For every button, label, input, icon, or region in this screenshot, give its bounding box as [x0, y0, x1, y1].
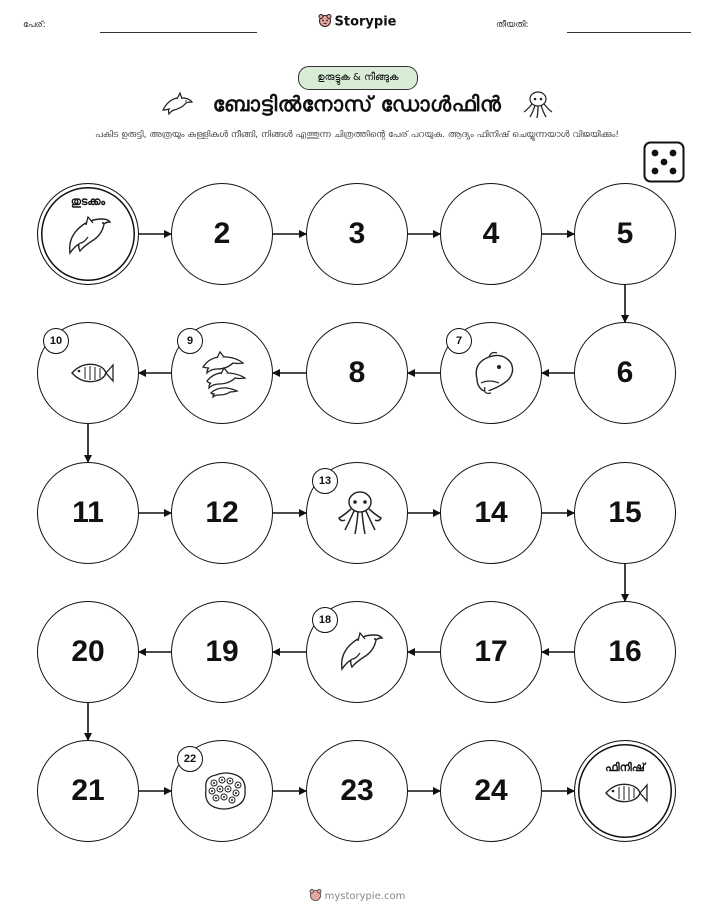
board-space-8: 8 [306, 322, 408, 424]
space-number-badge: 7 [446, 328, 472, 354]
brand-name: Storypie [334, 14, 397, 30]
board-space-14: 14 [440, 462, 542, 564]
footer-url[interactable]: mystorypie.com [324, 891, 406, 902]
fish-eggs-icon [200, 769, 250, 821]
board-space-7 [440, 322, 542, 424]
board-space-5: 5 [574, 183, 676, 285]
dolphin-icon [334, 629, 386, 683]
date-label: തീയതി: [496, 20, 529, 30]
game-type-badge: ഉരുട്ടുക & നീങ്ങുക [298, 66, 418, 90]
board-space-15: 15 [574, 462, 676, 564]
dolphin-pod-icon [197, 347, 253, 407]
start-label: തുടക്കം [70, 195, 106, 208]
footer-logo-icon [309, 888, 322, 904]
board-space-20: 20 [37, 601, 139, 703]
dolphin-head-icon [469, 349, 519, 405]
board-space-21: 21 [37, 740, 139, 842]
board-space-11: 11 [37, 462, 139, 564]
space-number-badge: 13 [312, 468, 338, 494]
board-space-22 [171, 740, 273, 842]
board-space-3: 3 [306, 183, 408, 285]
squid-icon [335, 488, 385, 546]
footer [0, 888, 714, 904]
space-number-badge: 18 [312, 607, 338, 633]
finish-space [574, 740, 676, 842]
finish-label: ഫിനിഷ് [605, 761, 645, 774]
board-space-6: 6 [574, 322, 676, 424]
board-space-9 [171, 322, 273, 424]
board-space-16: 16 [574, 601, 676, 703]
board-space-12: 12 [171, 462, 273, 564]
board-space-10 [37, 322, 139, 424]
board-space-23: 23 [306, 740, 408, 842]
name-label: പേര്: [23, 20, 46, 30]
space-number-badge: 9 [177, 328, 203, 354]
start-space [37, 183, 139, 285]
dolphin-icon [62, 213, 114, 267]
space-number-badge: 10 [43, 328, 69, 354]
board-space-19: 19 [171, 601, 273, 703]
space-number-badge: 22 [177, 746, 203, 772]
board-space-13 [306, 462, 408, 564]
board-space-17: 17 [440, 601, 542, 703]
fish-icon [602, 779, 648, 815]
board-space-18 [306, 601, 408, 703]
fish-icon [68, 359, 114, 395]
instructions: പകിട ഉരുട്ടി, അത്രയും കള്ളികൾ നീങ്ങി, നിങ്ങൾ എത്തുന്ന ചിത്രത്തിന്റെ പേര് പറയുക. ആദ്യം ഫിനിഷ് ചെയ്യുന്നയാൾ വിജയിക്കും! [95, 130, 619, 140]
board-space-24: 24 [440, 740, 542, 842]
board-space-4: 4 [440, 183, 542, 285]
page-title: ബോട്ടിൽനോസ് ഡോൾഫിൻ [212, 92, 502, 116]
board-space-2: 2 [171, 183, 273, 285]
